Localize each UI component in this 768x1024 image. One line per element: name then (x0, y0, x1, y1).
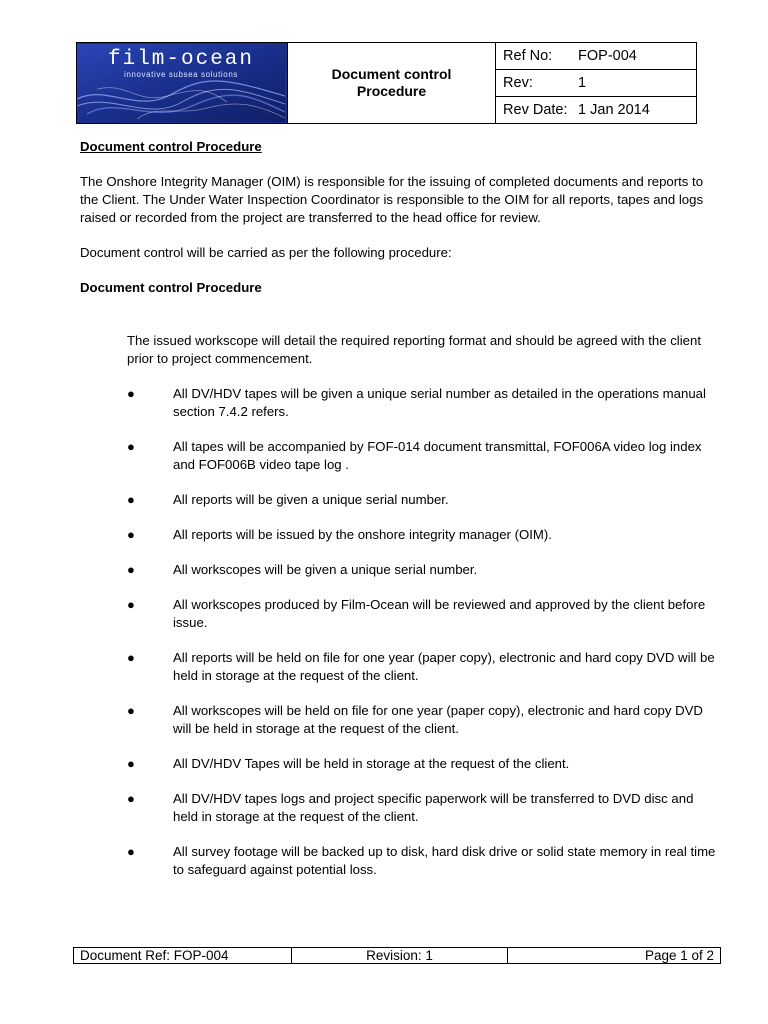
procedure-bullet-list (80, 385, 720, 879)
document-meta (496, 43, 697, 124)
footer-page-number: Page 1 of 2 (508, 948, 721, 964)
rev-label: Rev: (496, 69, 578, 96)
logo-name: film-ocean (107, 48, 255, 71)
bullet-text: All workscopes produced by Film-Ocean will be reviewed and approved by the client before issue. (173, 597, 706, 630)
procedure-heading: Document control Procedure (80, 280, 262, 295)
document-footer (73, 947, 721, 964)
bullet-dot-icon: ● (127, 650, 135, 665)
date-value: 1 Jan 2014 (578, 102, 650, 119)
bullet-dot-icon: ● (127, 756, 135, 771)
bullet-item (80, 649, 718, 685)
footer-doc-ref: Document Ref: FOP-004 (74, 948, 292, 964)
date-row (496, 97, 696, 123)
bullet-text: All reports will be held on file for one year (paper copy), electronic and hard copy DVD will be held in storage at the request of the client. (173, 650, 715, 683)
bullet-dot-icon: ● (127, 439, 135, 454)
bullet-text: All DV/HDV Tapes will be held in storage at the request of the client. (173, 756, 570, 771)
bullet-dot-icon: ● (127, 386, 135, 401)
logo-cell (77, 43, 288, 124)
bullet-dot-icon: ● (127, 527, 135, 542)
ref-label: Ref No: (496, 43, 578, 69)
bullet-item (80, 755, 718, 773)
bullet-item (80, 702, 718, 738)
rev-row (496, 69, 696, 96)
bullet-text: All reports will be issued by the onshore integrity manager (OIM). (173, 527, 552, 542)
bullet-item (80, 843, 718, 879)
bullet-text: All tapes will be accompanied by FOF-014 document transmittal, FOF006A video log index and FOF006B video tape log . (173, 439, 702, 472)
document-header (76, 42, 697, 124)
document-body (80, 138, 720, 896)
footer-revision: Revision: 1 (292, 948, 508, 964)
workscope-paragraph: The issued workscope will detail the required reporting format and should be agreed with the client prior to project commencement. (127, 333, 701, 366)
bullet-dot-icon: ● (127, 597, 135, 612)
bullet-dot-icon: ● (127, 844, 135, 859)
bullet-item (80, 596, 718, 632)
logo-tagline: innovative subsea solutions (123, 70, 239, 79)
date-label: Rev Date: (503, 102, 568, 119)
rev-value: 1 (578, 69, 696, 96)
bullet-item (80, 438, 718, 474)
company-logo (77, 44, 285, 122)
ref-value: FOP-004 (578, 43, 696, 69)
bullet-text: All reports will be given a unique serial number. (173, 492, 449, 507)
bullet-text: All workscopes will be given a unique serial number. (173, 562, 478, 577)
bullet-item (80, 561, 718, 579)
title-line-2: Procedure (356, 83, 427, 99)
ref-row (496, 43, 696, 69)
bullet-dot-icon: ● (127, 703, 135, 718)
responsibility-paragraph: The Onshore Integrity Manager (OIM) is responsible for the issuing of completed documents and reports to the Client. The Under Water Inspection Coordinator is responsible to the OIM for all reports, tapes and logs raised or recorded from the project are transferred to the head office for review. (80, 174, 704, 225)
meta-table (496, 43, 696, 123)
bullet-text: All DV/HDV tapes logs and project specific paperwork will be transferred to DVD disc and held in storage at the request of the client. (173, 791, 694, 824)
bullet-text: All workscopes will be held on file for one year (paper copy), electronic and hard copy DVD will be held in storage at the request of the client. (173, 703, 703, 736)
bullet-text: All DV/HDV tapes will be given a unique serial number as detailed in the operations manual section 7.4.2 refers. (173, 386, 706, 419)
bullet-item (80, 526, 718, 544)
bullet-dot-icon: ● (127, 562, 135, 577)
section-heading: Document control Procedure (80, 139, 262, 154)
bullet-item (80, 491, 718, 509)
bullet-text: All survey footage will be backed up to disk, hard disk drive or solid state memory in real time to safeguard against potential loss. (173, 844, 716, 877)
procedure-intro-paragraph: Document control will be carried as per the following procedure: (80, 245, 452, 260)
bullet-dot-icon: ● (127, 791, 135, 806)
title-line-1: Document control (331, 66, 452, 82)
bullet-item (80, 790, 718, 826)
document-title (288, 43, 496, 124)
bullet-dot-icon: ● (127, 492, 135, 507)
bullet-item (80, 385, 718, 421)
